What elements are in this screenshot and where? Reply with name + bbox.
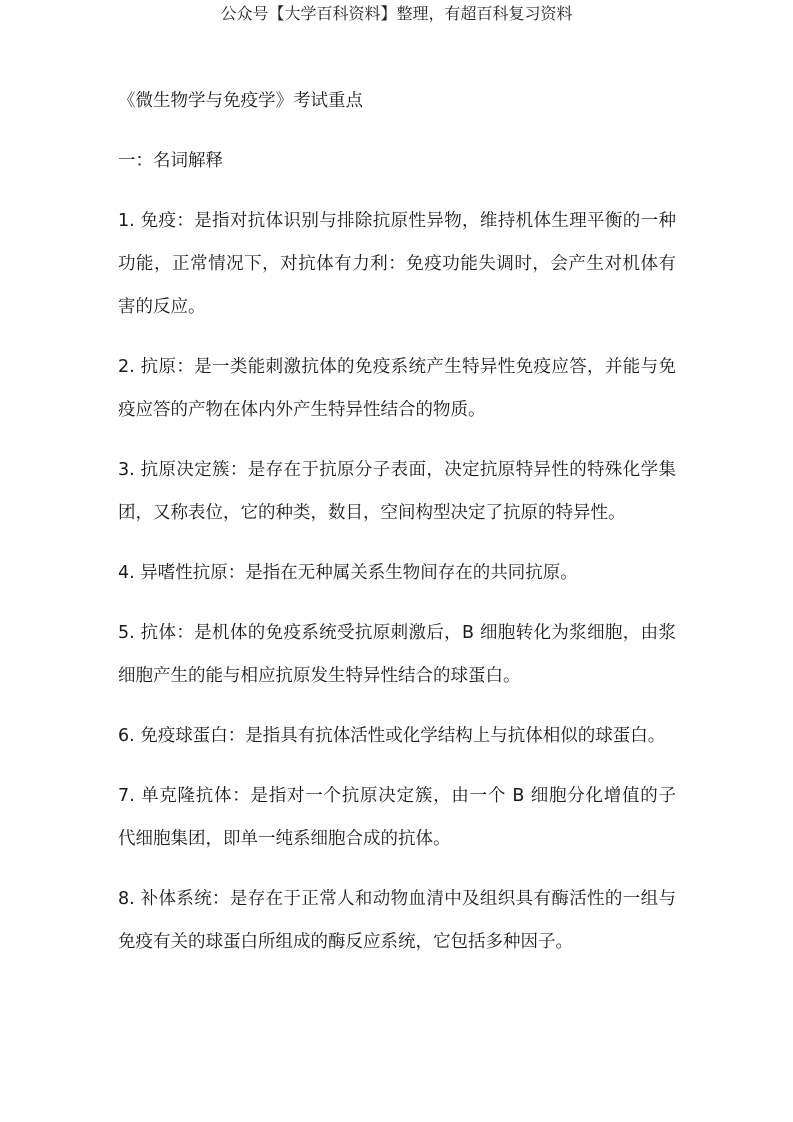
definition-line: 害的反应。 bbox=[118, 297, 206, 317]
definition-item bbox=[118, 775, 676, 861]
title-text: 《微生物学与免疫学》考试重点 bbox=[118, 91, 363, 111]
definition-item bbox=[118, 552, 676, 595]
definition-line: 8. 补体系统：是存在于正常人和动物血清中及组织具有酶活性的一组与 bbox=[118, 889, 676, 909]
definition-item bbox=[118, 449, 676, 535]
document-body bbox=[118, 80, 676, 981]
definition-line: 代细胞集团，即单一纯系细胞合成的抗体。 bbox=[118, 829, 451, 849]
definition-item bbox=[118, 346, 676, 432]
definition-line: 4. 异嗜性抗原：是指在无种属关系生物间存在的共同抗原。 bbox=[118, 563, 578, 583]
page-header: 公众号【大学百科资料】整理，有超百科复习资料 bbox=[220, 4, 573, 23]
definition-item bbox=[118, 612, 676, 698]
definition-line: 7. 单克隆抗体：是指对一个抗原决定簇，由一个 B 细胞分化增值的子 bbox=[118, 786, 676, 806]
definition-line: 功能，正常情况下，对抗体有力利：免疫功能失调时，会产生对机体有 bbox=[118, 254, 676, 274]
section-heading-text: 一：名词解释 bbox=[118, 151, 223, 171]
definition-line: 2. 抗原：是一类能刺激抗体的免疫系统产生特异性免疫应答，并能与免 bbox=[118, 357, 676, 377]
definition-line: 5. 抗体：是机体的免疫系统受抗原刺激后，B 细胞转化为浆细胞，由浆 bbox=[118, 623, 676, 643]
section-heading bbox=[118, 140, 676, 183]
definition-line: 疫应答的产物在体内外产生特异性结合的物质。 bbox=[118, 400, 486, 420]
definition-item bbox=[118, 715, 676, 758]
definition-line: 3. 抗原决定簇：是存在于抗原分子表面，决定抗原特异性的特殊化学集 bbox=[118, 460, 676, 480]
definition-line: 免疫有关的球蛋白所组成的酶反应系统，它包括多种因子。 bbox=[118, 932, 573, 952]
definition-item bbox=[118, 878, 676, 964]
definition-line: 1. 免疫：是指对抗体识别与排除抗原性异物，维持机体生理平衡的一种 bbox=[118, 211, 676, 231]
definition-line: 团，又称表位，它的种类，数目，空间构型决定了抗原的特异性。 bbox=[118, 503, 626, 523]
definition-line: 细胞产生的能与相应抗原发生特异性结合的球蛋白。 bbox=[118, 666, 521, 686]
document-title bbox=[118, 80, 676, 123]
definition-item bbox=[118, 200, 676, 329]
definition-line: 6. 免疫球蛋白：是指具有抗体活性或化学结构上与抗体相似的球蛋白。 bbox=[118, 726, 666, 746]
